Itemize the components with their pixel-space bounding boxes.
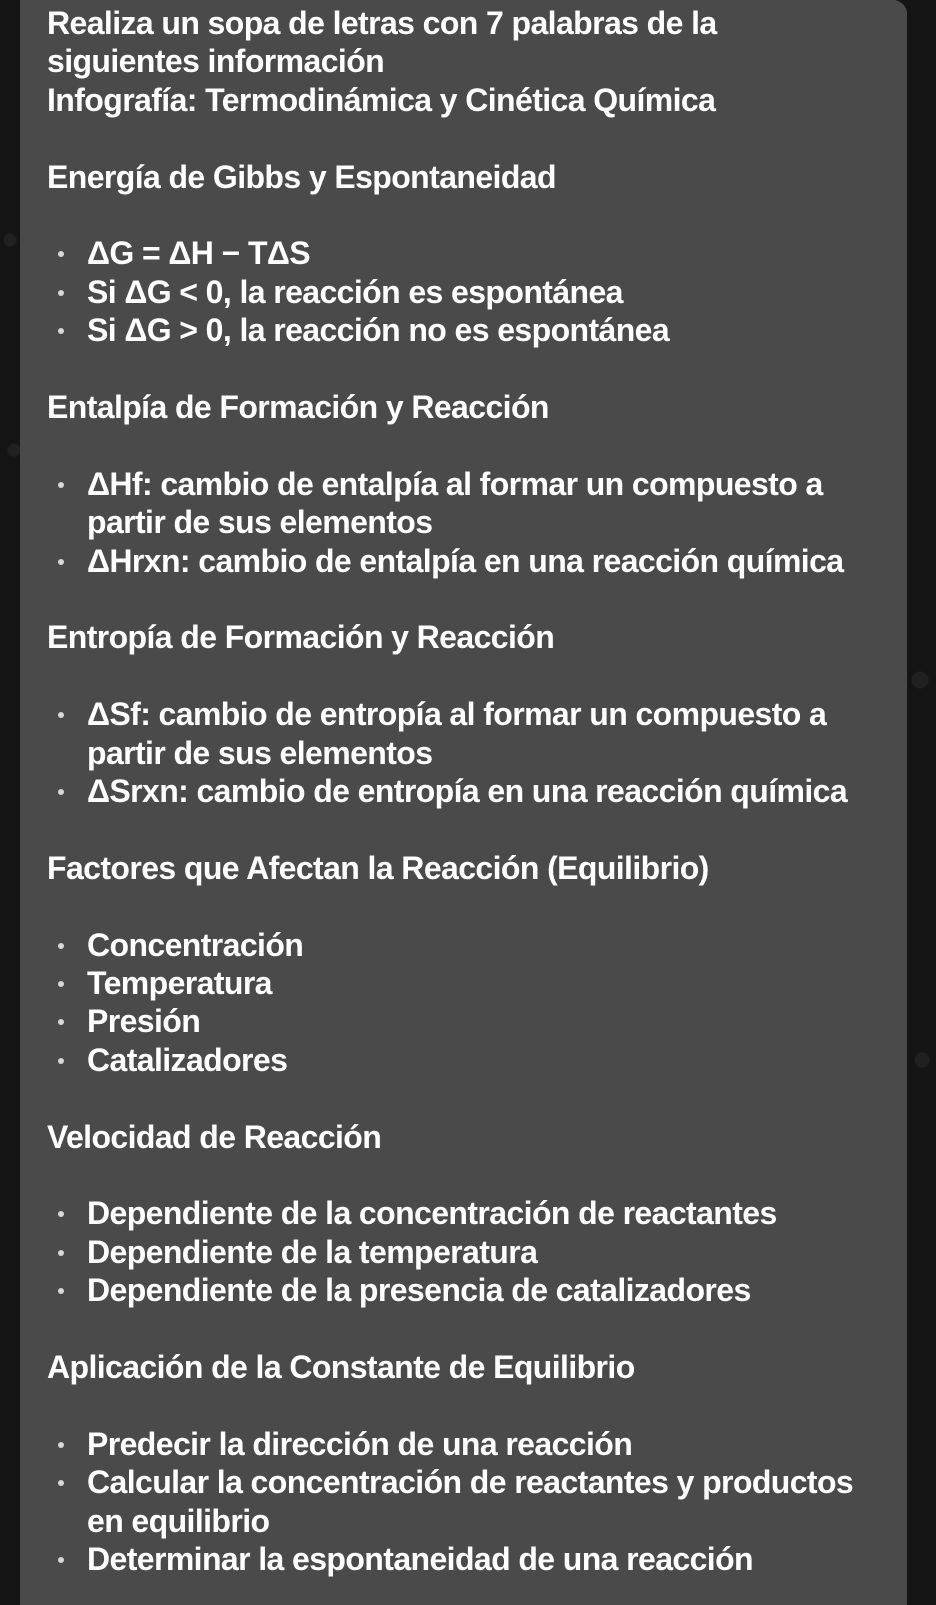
spacer — [47, 1079, 869, 1117]
list-item: ΔG = ΔH − TΔS — [47, 234, 869, 272]
list-item: Si ΔG < 0, la reacción es espontánea — [47, 273, 869, 311]
list-item: Concentración — [47, 926, 869, 964]
list-item: Dependiente de la concentración de reactantes — [47, 1194, 869, 1232]
section-list-velocidad — [47, 1194, 869, 1309]
section-list-entalpia — [47, 465, 869, 580]
section-list-constante — [47, 1425, 869, 1579]
spacer — [47, 1156, 869, 1194]
section-heading-entropia: Entropía de Formación y Reacción — [47, 619, 555, 656]
spacer — [47, 657, 869, 695]
spacer — [47, 426, 869, 464]
spacer — [47, 1310, 869, 1348]
list-item: ΔHf: cambio de entalpía al formar un compuesto a partir de sus elementos — [47, 465, 869, 542]
spacer — [47, 887, 869, 925]
spacer — [47, 810, 869, 848]
list-item: Dependiente de la presencia de catalizadores — [47, 1271, 869, 1309]
infographic-title: Infografía: Termodinámica y Cinética Química — [47, 81, 716, 118]
spacer — [47, 119, 869, 157]
list-item: ΔSf: cambio de entropía al formar un compuesto a partir de sus elementos — [47, 695, 869, 772]
list-item: Presión — [47, 1002, 869, 1040]
spacer — [47, 580, 869, 618]
list-item: Calcular la concentración de reactantes y productos en equilibrio — [47, 1463, 869, 1540]
section-heading-gibbs: Energía de Gibbs y Espontaneidad — [47, 158, 556, 195]
bubble-corner — [893, 0, 907, 14]
message-bubble[interactable] — [20, 0, 907, 1605]
list-item: Predecir la dirección de una reacción — [47, 1425, 869, 1463]
list-item: Catalizadores — [47, 1041, 869, 1079]
list-item: Temperatura — [47, 964, 869, 1002]
message-intro-line-1: Realiza un sopa de letras con 7 palabras de la — [47, 5, 717, 41]
section-heading-constante: Aplicación de la Constante de Equilibrio — [47, 1349, 635, 1386]
section-heading-entalpia: Entalpía de Formación y Reacción — [47, 389, 549, 426]
list-item: Si ΔG > 0, la reacción no es espontánea — [47, 311, 869, 349]
section-heading-velocidad: Velocidad de Reacción — [47, 1118, 382, 1155]
section-list-factores — [47, 926, 869, 1080]
spacer — [47, 1386, 869, 1424]
message-intro-line-2: siguientes información — [47, 43, 385, 80]
section-heading-factores: Factores que Afectan la Reacción (Equilibrio) — [47, 849, 709, 886]
list-item: ΔHrxn: cambio de entalpía en una reacción química — [47, 542, 869, 580]
spacer — [47, 350, 869, 388]
spacer — [47, 196, 869, 234]
list-item: Dependiente de la temperatura — [47, 1233, 869, 1271]
list-item: Determinar la espontaneidad de una reacción — [47, 1540, 869, 1578]
section-list-entropia — [47, 695, 869, 810]
list-item: ΔSrxn: cambio de entropía en una reacción química — [47, 772, 869, 810]
section-list-gibbs — [47, 234, 869, 349]
